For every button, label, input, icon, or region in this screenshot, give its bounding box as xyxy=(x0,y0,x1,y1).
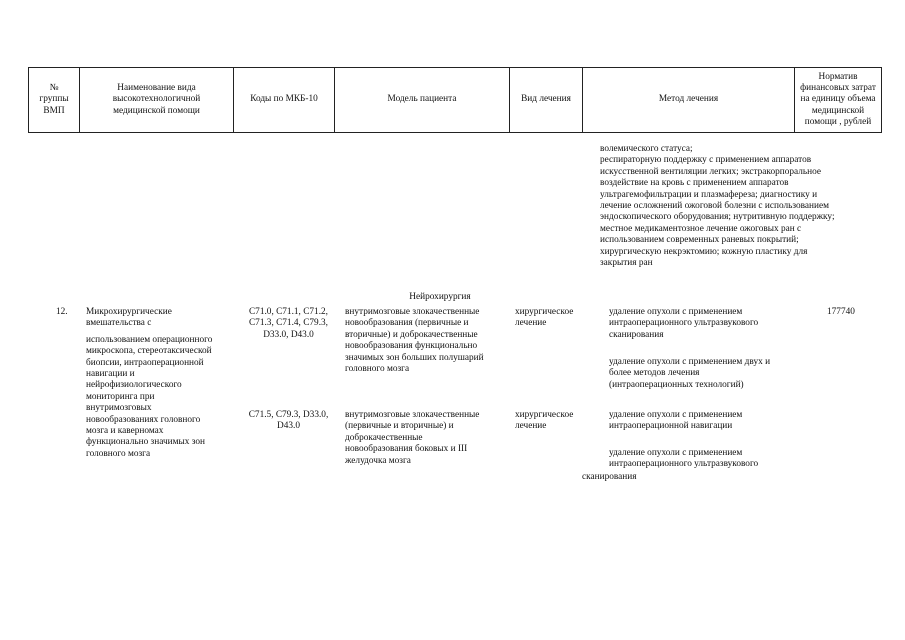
header-care-type: Наименование вида высокотехнологичной медицинской помощи xyxy=(80,68,234,133)
treatment-method-2b xyxy=(609,448,758,471)
patient-model-1 xyxy=(345,307,484,375)
model-line: внутримозговые злокачественные xyxy=(345,307,480,317)
continuation-line: волемического статуса; xyxy=(600,144,693,154)
continuation-line: закрытия ран xyxy=(600,258,653,269)
code-line: C71.5, C79.3, D33.0, xyxy=(248,410,329,420)
treatment-line: хирургическое xyxy=(515,307,574,317)
model-line: новообразования (первичные и xyxy=(345,318,469,329)
method-line: сканирования xyxy=(609,329,664,340)
name-line: вмешательства с xyxy=(86,318,152,329)
method-line: удаление опухоли с применением xyxy=(609,307,743,317)
header-group-number: № группы ВМП xyxy=(29,68,80,133)
table-header xyxy=(28,67,882,133)
continuation-line: ультрагемофильтрации и плазмафереза; диагностику и xyxy=(600,189,818,200)
method-line: удаление опухоли с применением xyxy=(609,448,743,458)
name-line: внутримозговых xyxy=(86,403,152,414)
name-line: навигации и xyxy=(86,369,135,380)
name-line: мозга и каверномах xyxy=(86,426,164,437)
method-tail-text: сканирования xyxy=(582,472,637,482)
code-line: D33.0, D43.0 xyxy=(263,329,314,340)
treatment-type-2 xyxy=(515,410,573,433)
name-line: новообразованиях головного xyxy=(86,414,201,425)
method-line: интраоперационного ультразвукового xyxy=(609,318,759,329)
financial-norm-value: 177740 xyxy=(827,307,855,317)
treatment-type-1 xyxy=(515,307,573,330)
continuation-line: использованием современных раневых покрытий; xyxy=(600,235,799,246)
model-line: новообразования боковых и III xyxy=(345,444,468,455)
continuation-line: лечение осложнений ожоговой болезни с использованием xyxy=(600,201,829,212)
name-line: нейрофизиологического xyxy=(86,380,182,391)
header-treatment-method: Метод лечения xyxy=(583,68,795,133)
icd-codes-2 xyxy=(238,410,339,433)
method-line: удаление опухоли с применением xyxy=(609,410,743,420)
continuation-line: воздействие на кровь с применением аппаратов xyxy=(600,178,789,189)
name-line: микроскопа, стереотаксической xyxy=(86,346,212,357)
model-line: (первичные и вторичные) и xyxy=(345,421,454,432)
name-line: Микрохирургические xyxy=(86,307,172,317)
model-line: желудочка мозга xyxy=(345,455,411,466)
code-line: C71.3, C71.4, C79.3, xyxy=(248,318,329,329)
continuation-line: искусственной вентиляции легких; экстракорпоральное xyxy=(600,166,821,177)
header-financial-norm: Норматив финансовых затрат на единицу объема медицинской помощи , рублей xyxy=(795,68,882,133)
treatment-method-1b xyxy=(609,357,770,391)
name-line: использованием операционного xyxy=(86,334,213,345)
header-patient-model: Модель пациента xyxy=(335,68,510,133)
row-number: 12. xyxy=(56,307,68,317)
patient-model-2 xyxy=(345,410,479,467)
header-treatment-type: Вид лечения xyxy=(510,68,583,133)
method-line: интраоперационного ультразвукового xyxy=(609,459,759,470)
code-line: D43.0 xyxy=(277,421,300,432)
method-line: (интраоперационных технологий) xyxy=(609,379,744,390)
section-title: Нейрохирургия xyxy=(409,292,471,302)
model-line: значимых зон больших полушарий xyxy=(345,352,484,363)
method-line: интраоперационной навигации xyxy=(609,421,733,432)
continuation-line: респираторную поддержку с применением аппаратов xyxy=(600,155,812,166)
name-line: функционально значимых зон xyxy=(86,437,205,448)
treatment-line: лечение xyxy=(515,318,547,329)
header-icd-codes: Коды по МКБ-10 xyxy=(234,68,335,133)
treatment-method-2a xyxy=(609,410,742,433)
method-line: более методов лечения xyxy=(609,368,700,379)
name-line: головного мозга xyxy=(86,448,151,459)
icd-codes-1 xyxy=(238,307,339,341)
treatment-method-1a xyxy=(609,307,758,341)
care-type-name xyxy=(86,307,212,460)
method-line: удаление опухоли с применением двух и xyxy=(609,357,771,367)
model-line: новообразования функционально xyxy=(345,341,478,352)
name-line: биопсии, интраоперационной xyxy=(86,357,204,368)
treatment-line: лечение xyxy=(515,421,547,432)
model-line: доброкачественные xyxy=(345,432,423,443)
continuation-line: эндоскопического оборудования; нутритивную поддержку; xyxy=(600,212,835,223)
code-line: C71.0, C71.1, C71.2, xyxy=(248,307,329,317)
model-line: внутримозговые злокачественные xyxy=(345,410,480,420)
continuation-line: местное медикаментозное лечение ожоговых ран с xyxy=(600,223,802,234)
continuation-method-text xyxy=(600,144,835,269)
continuation-line: хирургическую некрэктомию; кожную пластику для xyxy=(600,246,808,257)
model-line: головного мозга xyxy=(345,364,410,375)
treatment-line: хирургическое xyxy=(515,410,574,420)
model-line: вторичные) и доброкачественные xyxy=(345,329,478,340)
name-line: мониторинга при xyxy=(86,391,155,402)
